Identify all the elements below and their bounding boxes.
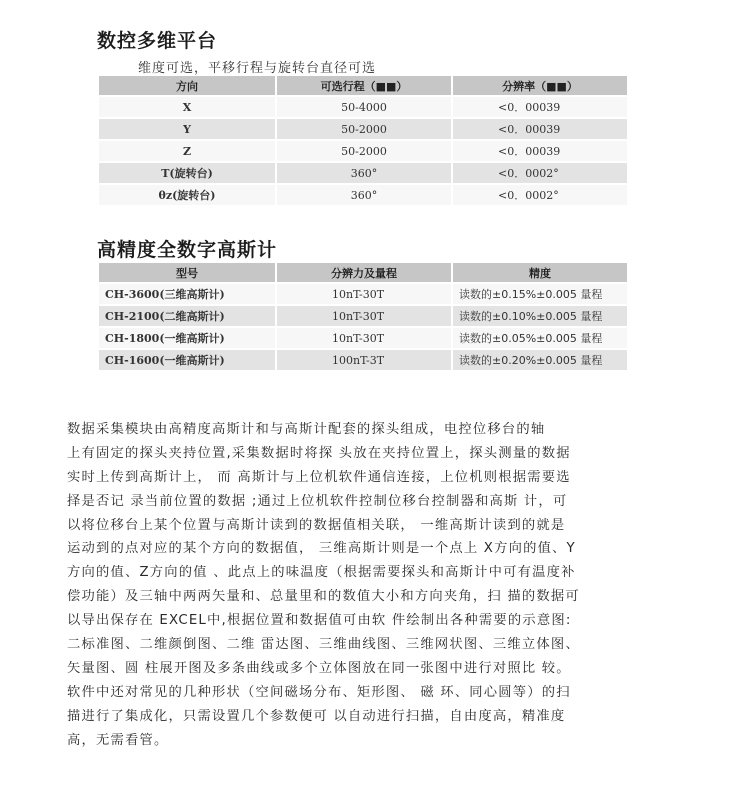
paragraph-line: 运动到的点对应的某个方向的数据值， 三维高斯计则是一个点上 X方向的值、Y (67, 541, 576, 557)
table-cell: <0．0002° (453, 185, 627, 205)
paragraph-line: 方向的值、Z方向的值 、此点上的味温度（根据需要探头和高斯计中可有温度补 (67, 565, 576, 581)
table-cell: 50-2000 (277, 141, 451, 161)
table-cell: CH-2100(二维高斯计) (99, 306, 275, 326)
paragraph-line: 软件中还对常见的几种形状（空间磁场分布、矩形图、 磁 环、同心圆等）的扫 (67, 684, 571, 700)
table-cell: 50-4000 (277, 97, 451, 117)
table-cell: CH-3600(三维高斯计) (99, 284, 275, 304)
table-cell: 100nT-3T (277, 350, 451, 370)
paragraph-line: 上有固定的探头夹持位置,采集数据时将探 头放在夹持位置上，探头测量的数据 (67, 445, 571, 461)
table-header-row (99, 76, 627, 95)
table-cell: <0．00039 (453, 141, 627, 161)
paragraph-line: 实时上传到高斯计上， 而 高斯计与上位机软件通信连接，上位机则根据需要选 (67, 469, 571, 485)
paragraph-line: 以导出保存在 EXCEL中,根据位置和数据值可由软 件绘制出各种需要的示意图: (67, 613, 572, 629)
table-row (99, 306, 627, 326)
paragraph-line: 二标准图、二维颜倒图、二维 雷达图、三维曲线图、三维网状图、三维立体图、 (67, 637, 580, 653)
paragraph-line: 描进行了集成化，只需设置几个参数便可 以自动进行扫描，自由度高，精准度 (67, 708, 566, 724)
table-cell: <0．00039 (453, 119, 627, 139)
table-row (99, 119, 627, 139)
table-row (99, 328, 627, 348)
column-header-resolution-range: 分辨力及量程 (277, 263, 451, 282)
paragraph-line: 择是否记 录当前位置的数据 ;通过上位机软件控制位移台控制器和高斯 计，可 (67, 493, 568, 509)
column-header-direction: 方向 (99, 76, 275, 95)
table-cell: 10nT-30T (277, 284, 451, 304)
table-cell: Z (99, 141, 275, 161)
table-cell: 360° (277, 163, 451, 183)
column-header-travel: 可选行程（■■） (277, 76, 451, 95)
table-row (99, 284, 627, 304)
platform-spec-table (97, 74, 629, 207)
table-cell: θz(旋转台) (99, 185, 275, 205)
table-row (99, 141, 627, 161)
table-cell: X (99, 97, 275, 117)
table-cell: CH-1600(一维高斯计) (99, 350, 275, 370)
table-row (99, 163, 627, 183)
table-cell: CH-1800(一维高斯计) (99, 328, 275, 348)
table-row (99, 185, 627, 205)
table-cell: 读数的±0.20%±0.005 量程 (453, 350, 627, 370)
table-cell: 10nT-30T (277, 328, 451, 348)
table-row (99, 350, 627, 370)
paragraph-line: 矢量图、圆 柱展开图及多条曲线或多个立体图放在同一张图中进行对照比 较。 (67, 660, 571, 676)
column-header-accuracy: 精度 (453, 263, 627, 282)
table-cell: T(旋转台) (99, 163, 275, 183)
table-header-row (99, 263, 627, 282)
platform-section-title: 数控多维平台 (97, 30, 218, 52)
table-row (99, 97, 627, 117)
paragraph-line: 高，无需看管。 (67, 732, 169, 748)
gaussmeter-section-title: 高精度全数字高斯计 (97, 239, 278, 261)
table-cell: <0．00039 (453, 97, 627, 117)
column-header-resolution: 分辨率（■■） (453, 76, 627, 95)
table-cell: 360° (277, 185, 451, 205)
paragraph-line: 以将位移台上某个位置与高斯计读到的数据值相关联， 一维高斯计读到的就是 (67, 517, 566, 533)
paragraph-line: 偿功能）及三轴中两两矢量和、总量里和的数值大小和方向夹角，扫 描的数据可 (67, 589, 580, 605)
table-cell: 读数的±0.15%±0.005 量程 (453, 284, 627, 304)
description-paragraph (67, 418, 652, 752)
platform-subtitle: 维度可选，平移行程与旋转台直径可选 (138, 61, 377, 76)
table-cell: <0．0002° (453, 163, 627, 183)
table-cell: 读数的±0.10%±0.005 量程 (453, 306, 627, 326)
column-header-model: 型号 (99, 263, 275, 282)
table-cell: 10nT-30T (277, 306, 451, 326)
table-cell: 50-2000 (277, 119, 451, 139)
paragraph-line: 数据采集模块由高精度高斯计和与高斯计配套的探头组成，电控位移台的轴 (67, 422, 546, 437)
table-cell: Y (99, 119, 275, 139)
table-cell: 读数的±0.05%±0.005 量程 (453, 328, 627, 348)
gaussmeter-spec-table (97, 261, 629, 372)
